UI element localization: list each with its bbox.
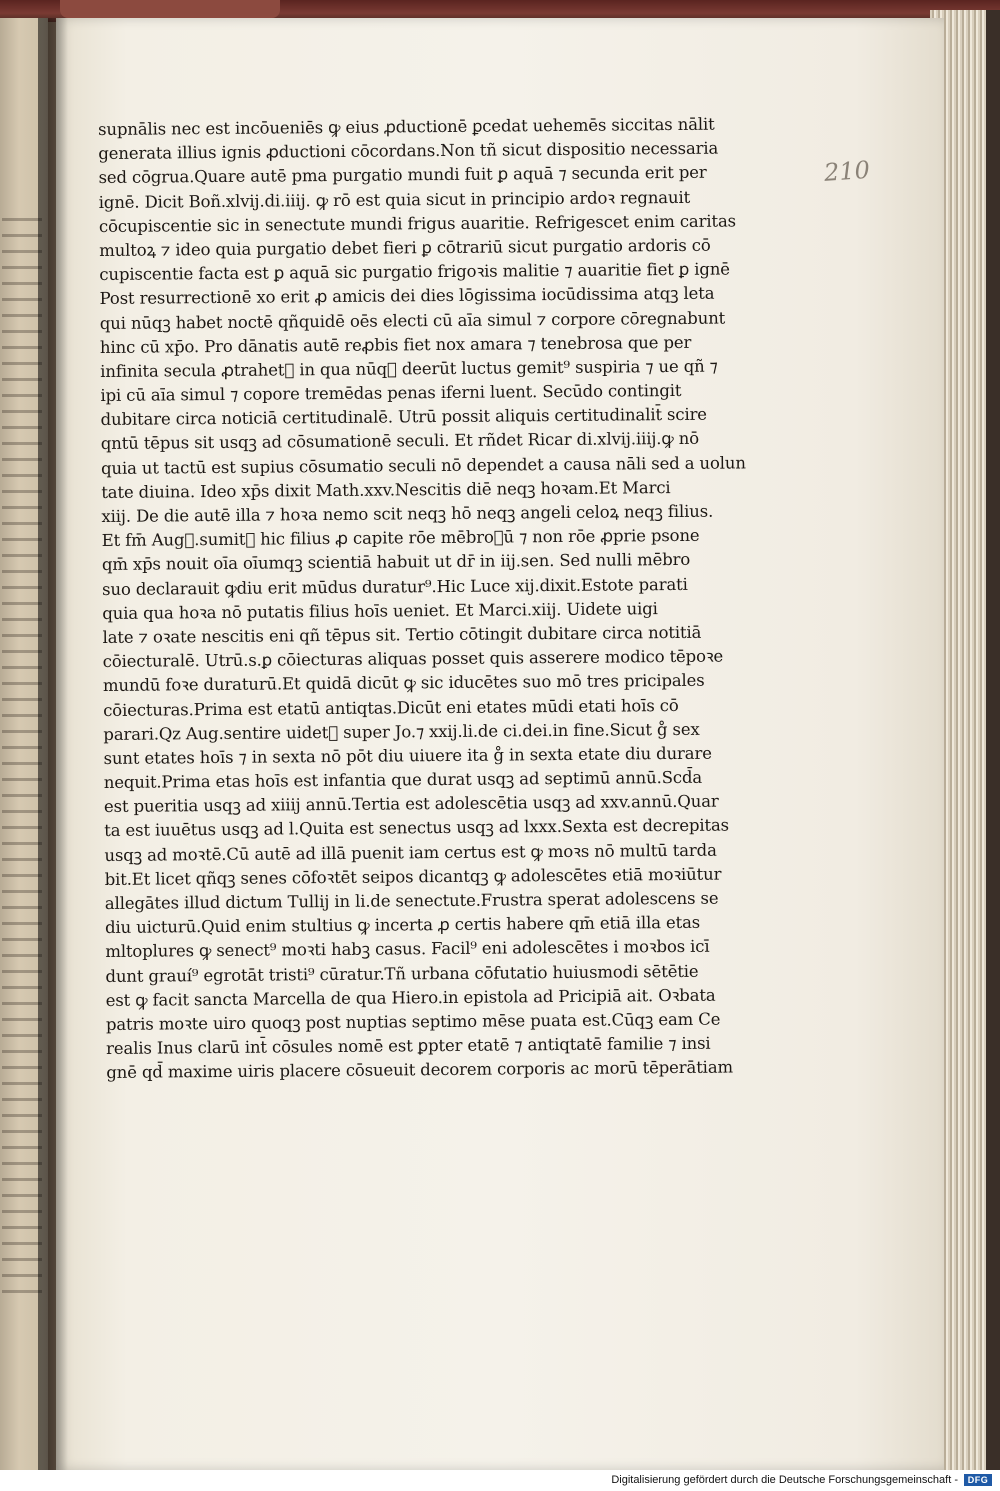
text-line: multoꝝ ⁊ ideo quia purgatio debet fieri ꝑ cōtrariū sicut purgatio ardoris cō — [99, 235, 711, 260]
text-line: quia qua hoꝛa nō putatis filius hoīs ueniet. Et Marci.xiij. Uidete uigi — [102, 598, 658, 623]
funding-caption: Digitalisierung gefördert durch die Deutsche Forschungsgemeinschaft - — [611, 1474, 958, 1486]
text-line: dubitare circa noticiā certitudinalē. Utrū possit aliquis certitudinalit̄ scire — [100, 404, 707, 430]
text-line: usqꝫ ad moꝛtē.Cū autē ad illā puenit iam certus est ꝙ moꝛs nō multū tarda — [104, 840, 717, 865]
text-line: est pueritia usqꝫ ad xiiij annū.Tertia est adolescētia usqꝫ ad xxv.annū.Quar — [103, 791, 719, 817]
text-line: Et fm̄ Aug᷑.sumit᷑ hic filius ꝓ capite rōe mēbroꝛū ⁊ non rōe ꝓprie psone — [101, 525, 700, 551]
text-line: qntū tēpus sit usqꝫ ad cōsumationē seculi. Et rñdet Ricar di.xlvij.iiij.ꝙ nō — [100, 429, 700, 454]
text-line: dunt grauí⁹ egrotāt tristi⁹ cūratur.Tñ urbana cōfutatio huiusmodi sētētie — [105, 961, 699, 986]
text-line: Post resurrectionē xo erit ꝓ amicis dei dies lōgissima iocūdissima atqꝫ leta — [99, 283, 715, 309]
text-line: nequit.Prima etas hoīs est infantia que durat usqꝫ ad septimū annū.Scd̄a — [103, 767, 703, 793]
text-line: cōiecturalē. Utrū.s.ꝑ cōiecturas aliquas posset quis asserere modico tēpoꝛe — [102, 646, 724, 672]
text-line: sed cōgrua.Quare autē pma purgatio mundi fuit ꝑ aquā ⁊ secunda erit per — [98, 163, 707, 188]
text-line: suo declarauit ꝙdiu erit mūdus duratur⁹.Hic Luce xij.dixit.Estote parati — [102, 574, 688, 599]
text-line: sunt etates hoīs ⁊ in sexta nō pōt diu uiuere ita g̊ in sexta etate diu durare — [103, 743, 712, 768]
text-line: parari.Qz Aug.sentire uidet᷑ super Jo.⁊ xxij.li.de ci.dei.in fine.Sicut g̊ sex — [103, 719, 700, 744]
text-line: mltoplures ꝙ senect⁹ moꝛti habꝫ casus. Facil⁹ eni adolescētes i moꝛbos icī — [105, 937, 710, 962]
binding-leather — [60, 0, 280, 18]
text-line: xiij. De die autē illa ⁊ hoꝛa nemo scit neqꝫ hō neqꝫ angeli celoꝝ neqꝫ filius. — [101, 501, 714, 526]
text-line: realis Inus clarū int̄ cōsules nomē est ꝑpter etatē ⁊ antiqtatē familie ⁊ insi — [106, 1033, 711, 1059]
text-line: generata illius ignis ꝓductioni cōcordans.Non tñ sicut dispositio necessaria — [98, 138, 719, 164]
text-line: bit.Et licet qñqꝫ senes cōfoꝛtēt seipos dicantqꝫ ꝙ adolescētes etiā moꝛiūtur — [104, 864, 722, 889]
text-line: qm̄ xp̄s nouit oīa oīumqꝫ scientiā habuit ut dr̄ in iij.sen. Sed nulli mēbro — [101, 550, 691, 575]
text-line: allegātes illud dictum Tullij in li.de senectute.Frustra sperat adolescens se — [104, 888, 719, 913]
footer-bar — [0, 1470, 1000, 1491]
text-line: diu uicturū.Quid enim stultius ꝙ incerta ꝓ certis habere qm̄ etiā illa etas — [104, 912, 701, 938]
folio-number: 210 — [823, 155, 871, 187]
text-line: cōiecturas.Prima est etatū antiqtas.Dicūt eni etates mūdi etati hoīs cō — [103, 695, 679, 720]
gutter-shadow — [38, 18, 68, 1470]
text-line: ignē. Dicit Boñ.xlvij.di.iiij. ꝙ rō est quia sicut in principio ardoꝛ regnauit — [98, 187, 691, 212]
text-block — [98, 112, 756, 1085]
text-line: tate diuina. Ideo xp̄s dixit Math.xxv.Nescitis diē neqꝫ hoꝛam.Et Marci — [101, 477, 671, 502]
text-line: hinc cū xp̄o. Pro dānatis autē reꝓbis fiet nox amara ⁊ tenebrosa que per — [99, 332, 692, 357]
text-line: infinita secula ꝓtrahet᷑ in qua nūqꝫ deerūt luctus gemit⁹ suspiria ⁊ ue qñ ⁊ — [100, 356, 718, 381]
text-line: qui nūqꝫ habet noctē qñquidē oēs electi cū aīa simul ⁊ corpore cōregnabunt — [99, 308, 726, 333]
text-line: gnē qd̄ maxime uiris placere cōsueuit decorem corporis ac morū tēperātiam — [106, 1057, 734, 1083]
text-line: late ⁊ oꝛate nescitis eni qñ tēpus sit. Tertio cōtingit dubitare circa notitiā — [102, 622, 702, 647]
dfg-logo: DFG — [964, 1474, 992, 1486]
text-line: mundū foꝛe duraturū.Et quidā dicūt ꝙ sic iducētes suo mō tres pricipales — [102, 671, 705, 696]
text-line: quia ut tactū est supius cōsumatio seculi nō dependet a causa nāli sed a uolun — [100, 452, 746, 478]
facing-page-text-shadow — [2, 218, 42, 1298]
text-line: ta est iuuētus usqꝫ ad l.Quita est senectus usqꝫ ad lxxx.Sexta est decrepitas — [104, 815, 730, 841]
text-line: cōcupiscentie sic in senectute mundi frigus auaritie. Refrigescet enim caritas — [98, 211, 737, 236]
text-line: ipi cū aīa simul ⁊ copore tremēdas penas iferni luent. Secūdo contingit — [100, 380, 682, 406]
text-line: patris moꝛte uiro quoqꝫ post nuptias septimo mēse puata est.Cūqꝫ eam Ce — [105, 1009, 721, 1034]
text-line: est ꝙ facit sancta Marcella de qua Hiero.in epistola ad Pricipiā ait. Oꝛbata — [105, 985, 716, 1010]
text-line: cupiscentie facta est ꝑ aquā sic purgatio frigoꝛis malitie ⁊ auaritie fiet ꝑ ignē — [99, 259, 730, 285]
text-line: supnālis nec est incōueniēs ꝙ eius ꝓductionē ꝑcedat uehemēs siccitas nālit — [98, 114, 715, 139]
